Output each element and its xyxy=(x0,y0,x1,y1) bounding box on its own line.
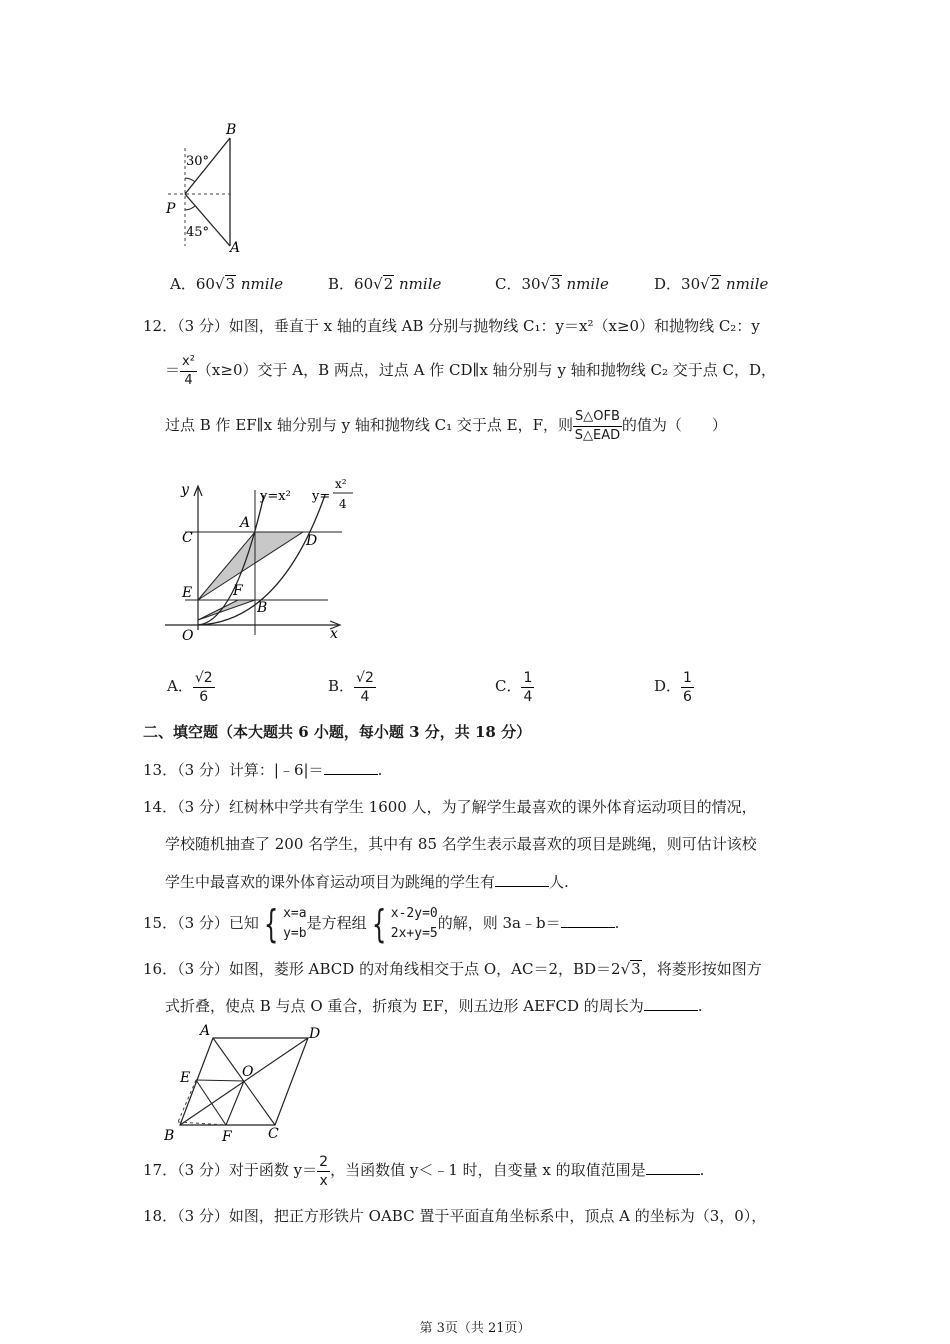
option-letter: C． xyxy=(495,275,522,293)
q15-pre: 15．（3 分）已知 xyxy=(143,914,259,932)
option-unit: nmile xyxy=(726,275,769,293)
option-fraction xyxy=(354,669,376,706)
option-radicand: 3 xyxy=(225,275,236,293)
q12-equals: ＝ xyxy=(165,361,181,379)
option-letter: A． xyxy=(167,677,193,695)
option-den: 6 xyxy=(199,688,209,705)
q16-label-o: O xyxy=(242,1064,254,1080)
q12-label-x: x xyxy=(330,626,338,642)
option-letter: A． xyxy=(170,275,196,293)
q16-label-f: F xyxy=(222,1129,232,1144)
q17-end: . xyxy=(699,1161,705,1179)
q15-answer-blank[interactable] xyxy=(561,913,615,928)
q12-curve1-label: y=x² xyxy=(260,489,291,504)
q14-line3 xyxy=(165,872,569,892)
q16-answer-blank[interactable] xyxy=(644,996,698,1011)
q12-label-c: C xyxy=(182,530,193,546)
q13 xyxy=(143,760,382,780)
q17 xyxy=(143,1150,704,1190)
q16-label-d: D xyxy=(309,1026,321,1042)
q17-den: x xyxy=(319,1172,328,1189)
q15 xyxy=(143,900,619,946)
q12-fraction xyxy=(180,353,197,390)
q17-fraction xyxy=(317,1153,330,1190)
q16-label-b: B xyxy=(164,1128,175,1144)
sqrt-sign: √ xyxy=(540,275,551,293)
option-fraction xyxy=(681,669,694,706)
option-num: 1 xyxy=(683,669,692,686)
q14-end: 人. xyxy=(549,873,569,891)
page-footer: 第 3页（共 21页） xyxy=(419,1321,531,1336)
q12-line1: 12．（3 分）如图，垂直于 x 轴的直线 AB 分别与抛物线 C₁：y＝x²（x≥0）和抛物线 C₂：y xyxy=(143,317,760,335)
q15-sys1-b: y=b xyxy=(283,926,307,941)
sqrt-sign: √ xyxy=(620,960,631,978)
option-letter: B． xyxy=(328,677,355,695)
option-letter: D． xyxy=(654,275,682,293)
q16-label-c: C xyxy=(268,1126,279,1142)
q12-line3-end: 的值为（ ） xyxy=(621,416,727,434)
q12-frac-den: 4 xyxy=(184,372,193,388)
q15-mid: 是方程组 xyxy=(306,914,367,932)
q18-line1: 18．（3 分）如图，把正方形铁片 OABC 置于平面直角坐标系中，顶点 A 的坐标为（3，0）， xyxy=(143,1207,767,1225)
sqrt-sign: √ xyxy=(214,275,225,293)
q15-post: 的解，则 3a﹣b＝ xyxy=(437,914,561,932)
option-radicand: 2 xyxy=(383,275,394,293)
q17-pre: 17．（3 分）对于函数 y＝ xyxy=(143,1161,318,1179)
q14-line1: 14．（3 分）红树林中学共有学生 1600 人，为了解学生最喜欢的课外体育运动项目的情况， xyxy=(143,798,757,816)
q17-num: 2 xyxy=(319,1153,329,1170)
q12-option-c[interactable] xyxy=(495,666,534,706)
q12-line3 xyxy=(165,403,727,447)
q11-option-a[interactable] xyxy=(170,274,283,294)
option-unit: nmile xyxy=(240,275,284,293)
q15-system2 xyxy=(391,904,438,944)
option-den: 6 xyxy=(683,688,692,705)
q12-label-f: F xyxy=(233,583,243,599)
q12-label-y: y xyxy=(181,482,189,498)
q12-curve2-num: x² xyxy=(335,477,347,491)
q11-label-a: A xyxy=(230,240,241,256)
q11-label-b: B xyxy=(226,122,237,138)
q11-label-p: P xyxy=(166,201,176,217)
q12-figure xyxy=(160,470,370,646)
section-heading: 二、填空题（本大题共 6 小题，每小题 3 分，共 18 分） xyxy=(143,723,532,741)
option-radicand: 3 xyxy=(551,275,561,293)
option-coef: 60 xyxy=(354,275,374,293)
q13-end: . xyxy=(377,761,383,779)
option-num: √2 xyxy=(194,669,213,686)
q12-line2 xyxy=(165,350,776,390)
q11-option-c[interactable] xyxy=(495,274,609,294)
q11-option-d[interactable] xyxy=(654,274,768,294)
option-coef: 60 xyxy=(195,275,215,293)
q16-line1-end: ，将菱形按如图方 xyxy=(641,960,762,978)
q11-angle-bottom: 45° xyxy=(186,225,210,240)
q15-end: . xyxy=(614,914,620,932)
q12-label-a: A xyxy=(240,515,251,531)
q16-line2 xyxy=(165,996,703,1016)
q12-curve2-den: 4 xyxy=(339,497,347,511)
option-num: √2 xyxy=(356,669,374,686)
q13-answer-blank[interactable] xyxy=(324,760,378,775)
q12-ratio-num: S△OFB xyxy=(573,408,622,427)
q16-label-a: A xyxy=(200,1023,211,1039)
q12-ratio-den: S△EAD xyxy=(574,427,621,443)
q11-figure xyxy=(160,118,260,258)
q15-sys2-a: x-2y=0 xyxy=(390,906,438,921)
q16-end: . xyxy=(697,997,703,1015)
q16-line2-text: 式折叠，使点 B 与点 O 重合，折痕为 EF，则五边形 AEFCD 的周长为 xyxy=(165,997,644,1015)
q12-label-e: E xyxy=(182,585,193,601)
q17-answer-blank[interactable] xyxy=(646,1160,700,1175)
q16-figure xyxy=(160,1020,330,1144)
option-letter: D． xyxy=(654,677,682,695)
q11-angle-top: 30° xyxy=(186,154,210,169)
q12-label-d: D xyxy=(306,533,318,549)
q15-sys2-b: 2x+y=5 xyxy=(390,926,438,941)
sqrt-sign: √ xyxy=(373,275,383,293)
q14-answer-blank[interactable] xyxy=(495,872,549,887)
q12-line2-text: （x≥0）交于 A，B 两点，过点 A 作 CD∥x 轴分别与 y 轴和抛物线 C₂ 交于点 C，D， xyxy=(196,361,776,379)
sqrt-sign: √ xyxy=(700,275,710,293)
option-letter: C． xyxy=(495,677,522,695)
q12-label-o: O xyxy=(182,628,194,644)
option-fraction xyxy=(193,669,215,706)
q12-frac-num: x² xyxy=(180,353,197,372)
option-letter: B． xyxy=(328,275,355,293)
q14-line3-text: 学生中最喜欢的课外体育运动项目为跳绳的学生有 xyxy=(165,873,496,891)
brace-icon: { xyxy=(371,902,386,946)
option-den: 4 xyxy=(360,688,370,705)
q17-post: ，当函数值 y＜﹣1 时，自变量 x 的取值范围是 xyxy=(330,1161,646,1179)
option-num: 1 xyxy=(523,669,533,686)
brace-icon: { xyxy=(263,902,279,946)
q16-line1-text: 16．（3 分）如图，菱形 ABCD 的对角线相交于点 O，AC＝2，BD＝2 xyxy=(143,960,621,978)
q12-label-b: B xyxy=(257,600,268,616)
option-coef: 30 xyxy=(521,275,541,293)
q12-line3-text: 过点 B 作 EF∥x 轴分别与 y 轴和抛物线 C₁ 交于点 E，F，则 xyxy=(165,416,574,434)
q12-option-d[interactable] xyxy=(654,666,694,706)
q15-system1 xyxy=(283,904,306,944)
q13-text: 13．（3 分）计算：|﹣6|＝ xyxy=(143,761,324,779)
option-unit: nmile xyxy=(399,275,442,293)
option-radicand: 2 xyxy=(710,275,721,293)
q14-line2: 学校随机抽查了 200 名学生，其中有 85 名学生表示最喜欢的项目是跳绳，则可估计该校 xyxy=(165,835,757,853)
q12-option-b[interactable] xyxy=(328,666,376,706)
q16-line1 xyxy=(143,959,762,979)
q15-sys1-a: x=a xyxy=(283,906,307,921)
q12-curve2-pre: y= xyxy=(312,489,331,504)
option-fraction xyxy=(521,669,534,706)
q12-ratio xyxy=(573,408,622,445)
q12-option-a[interactable] xyxy=(167,666,215,706)
option-unit: nmile xyxy=(566,275,609,293)
q16-radicand: 3 xyxy=(631,960,641,978)
q16-label-e: E xyxy=(180,1070,191,1086)
option-den: 4 xyxy=(523,688,533,705)
q11-option-b[interactable] xyxy=(328,274,441,294)
option-coef: 30 xyxy=(681,275,701,293)
